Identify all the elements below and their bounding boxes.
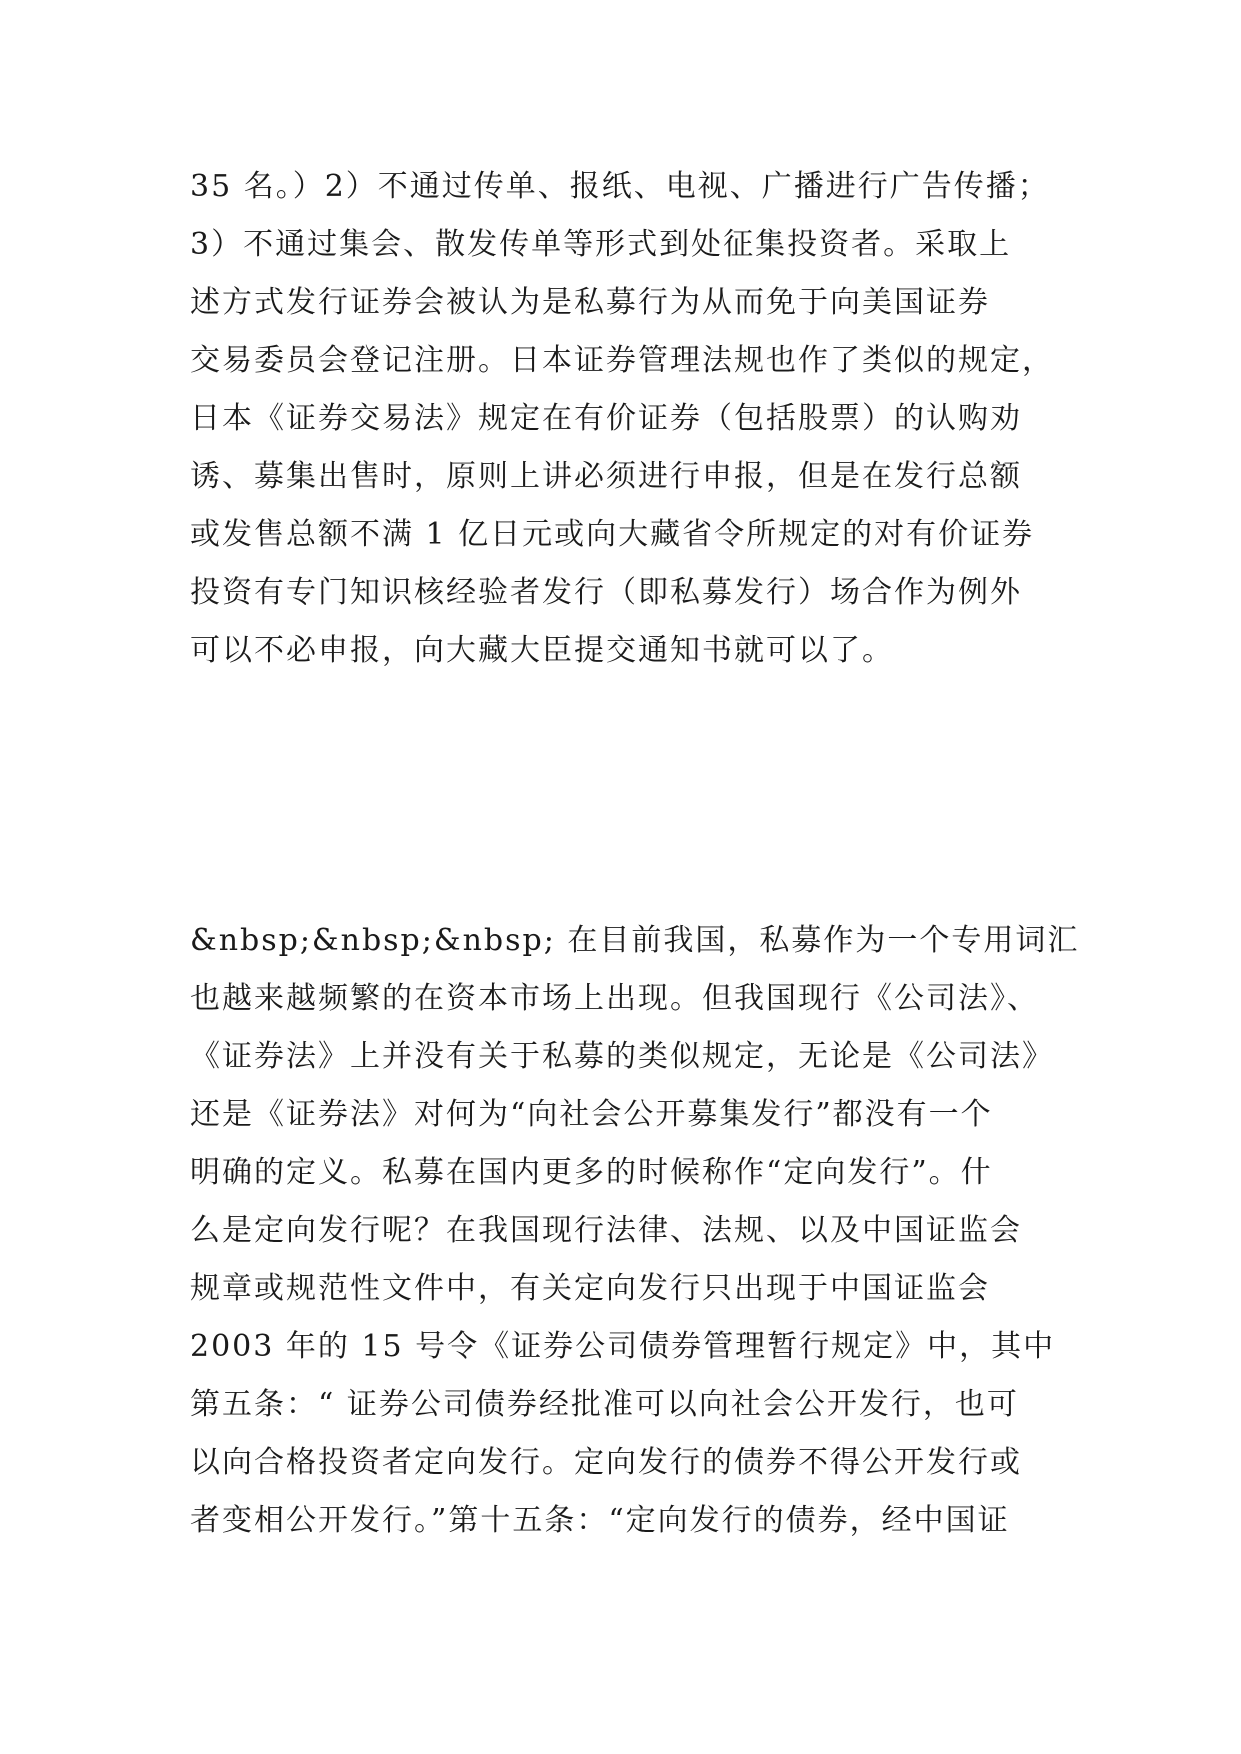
text-line: 以向合格投资者定向发行。定向发行的债券不得公开发行或 <box>190 1445 1022 1480</box>
text-line: 或发售总额不满 1 亿日元或向大藏省令所规定的对有价证券 <box>190 517 1035 552</box>
text-line: 3）不通过集会、散发传单等形式到处征集投资者。采取上 <box>190 227 1012 262</box>
text-line: 第五条：“ 证券公司债券经批准可以向社会公开发行，也可 <box>190 1387 1019 1422</box>
text-line: 述方式发行证券会被认为是私募行为从而免于向美国证券 <box>190 285 990 320</box>
paragraph-2 <box>190 912 1090 1550</box>
paragraph-1 <box>190 158 1090 680</box>
text-line: 者变相公开发行。”第十五条：“定向发行的债券，经中国证 <box>190 1503 1010 1538</box>
text-line: 诱、募集出售时，原则上讲必须进行申报，但是在发行总额 <box>190 459 1022 494</box>
text-line: 还是《证券法》对何为“向社会公开募集发行”都没有一个 <box>190 1097 993 1132</box>
text-line: 35 名。）2）不通过传单、报纸、电视、广播进行广告传播； <box>190 169 1050 204</box>
text-line: 明确的定义。私募在国内更多的时候称作“定向发行”。什 <box>190 1155 993 1190</box>
text-line: 《证券法》上并没有关于私募的类似规定，无论是《公司法》 <box>190 1039 1054 1074</box>
text-line: 也越来越频繁的在资本市场上出现。但我国现行《公司法》、 <box>190 981 1039 1016</box>
text-line: &nbsp;&nbsp;&nbsp; 在目前我国，私募作为一个专用词汇 <box>190 923 1080 958</box>
text-line: 日本《证券交易法》规定在有价证券（包括股票）的认购劝 <box>190 401 1022 436</box>
text-line: 规章或规范性文件中，有关定向发行只出现于中国证监会 <box>190 1271 990 1306</box>
text-line: 投资有专门知识核经验者发行（即私募发行）场合作为例外 <box>190 575 1022 610</box>
text-line: 交易委员会登记注册。日本证券管理法规也作了类似的规定， <box>190 343 1054 378</box>
text-line: 可以不必申报，向大藏大臣提交通知书就可以了。 <box>190 633 894 668</box>
text-line: 2003 年的 15 号令《证券公司债券管理暂行规定》中，其中 <box>190 1329 1056 1364</box>
text-line: 么是定向发行呢？在我国现行法律、法规、以及中国证监会 <box>190 1213 1022 1248</box>
